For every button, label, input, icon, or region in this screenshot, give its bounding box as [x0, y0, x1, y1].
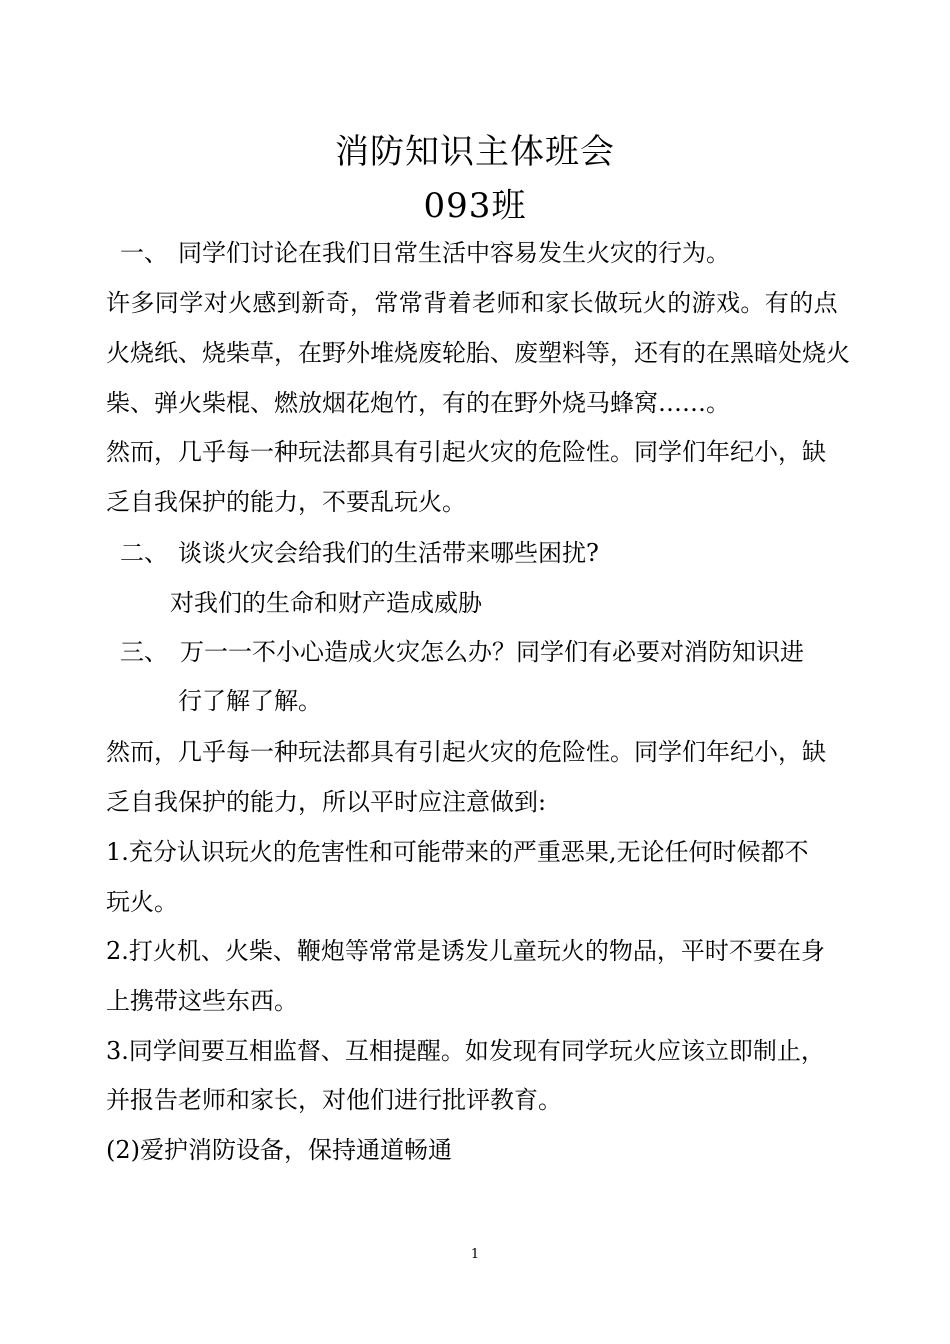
section-2-text: 谈谈火灾会给我们的生活带来哪些困扰?	[178, 539, 599, 567]
section-2-answer: 对我们的生命和财产造成威胁	[170, 589, 482, 617]
sub-item-2: (2)爱护消防设备，保持通道畅通	[106, 1136, 452, 1164]
list-item-1-continued: 玩火。	[106, 888, 178, 916]
paragraph-line: 柴、弹火柴棍、燃放烟花炮竹，有的在野外烧马蜂窝……。	[106, 389, 730, 417]
page-number: 1	[470, 1247, 480, 1262]
paragraph-line: 然而，几乎每一种玩法都具有引起火灾的危险性。同学们年纪小，缺	[106, 438, 826, 466]
section-2-number: 二、	[120, 539, 168, 567]
list-item-3-continued: 并报告老师和家长，对他们进行批评教育。	[106, 1086, 562, 1114]
section-2-heading	[120, 538, 599, 568]
paragraph-line: 火烧纸、烧柴草，在野外堆烧废轮胎、废塑料等，还有的在黑暗处烧火	[106, 339, 850, 367]
list-item-1: 1.充分认识玩火的危害性和可能带来的严重恶果,无论任何时候都不	[106, 838, 809, 866]
class-name: 093班	[423, 186, 527, 226]
list-item-2-continued: 上携带这些东西。	[106, 987, 298, 1015]
paragraph-line: 许多同学对火感到新奇，常常背着老师和家长做玩火的游戏。有的点	[106, 289, 838, 317]
paragraph-line: 然而，几乎每一种玩法都具有引起火灾的危险性。同学们年纪小，缺	[106, 738, 826, 766]
section-1-number: 一、	[120, 239, 168, 267]
section-3-text-continued: 行了解了解。	[178, 687, 322, 715]
document-title: 消防知识主体班会	[335, 132, 615, 172]
paragraph-line: 乏自我保护的能力，所以平时应注意做到:	[106, 788, 547, 816]
section-1-heading	[120, 238, 730, 268]
list-item-2: 2.打火机、火柴、鞭炮等常常是诱发儿童玩火的物品，平时不要在身	[106, 937, 825, 965]
paragraph-line: 乏自我保护的能力，不要乱玩火。	[106, 488, 466, 516]
section-3-text: 万一一不小心造成火灾怎么办？同学们有必要对消防知识进	[180, 638, 804, 666]
section-3-number: 三、	[120, 638, 168, 666]
list-item-3: 3.同学间要互相监督、互相提醒。如发现有同学玩火应该立即制止，	[106, 1037, 825, 1065]
section-1-text: 同学们讨论在我们日常生活中容易发生火灾的行为。	[178, 239, 730, 267]
section-3-heading	[120, 637, 804, 667]
